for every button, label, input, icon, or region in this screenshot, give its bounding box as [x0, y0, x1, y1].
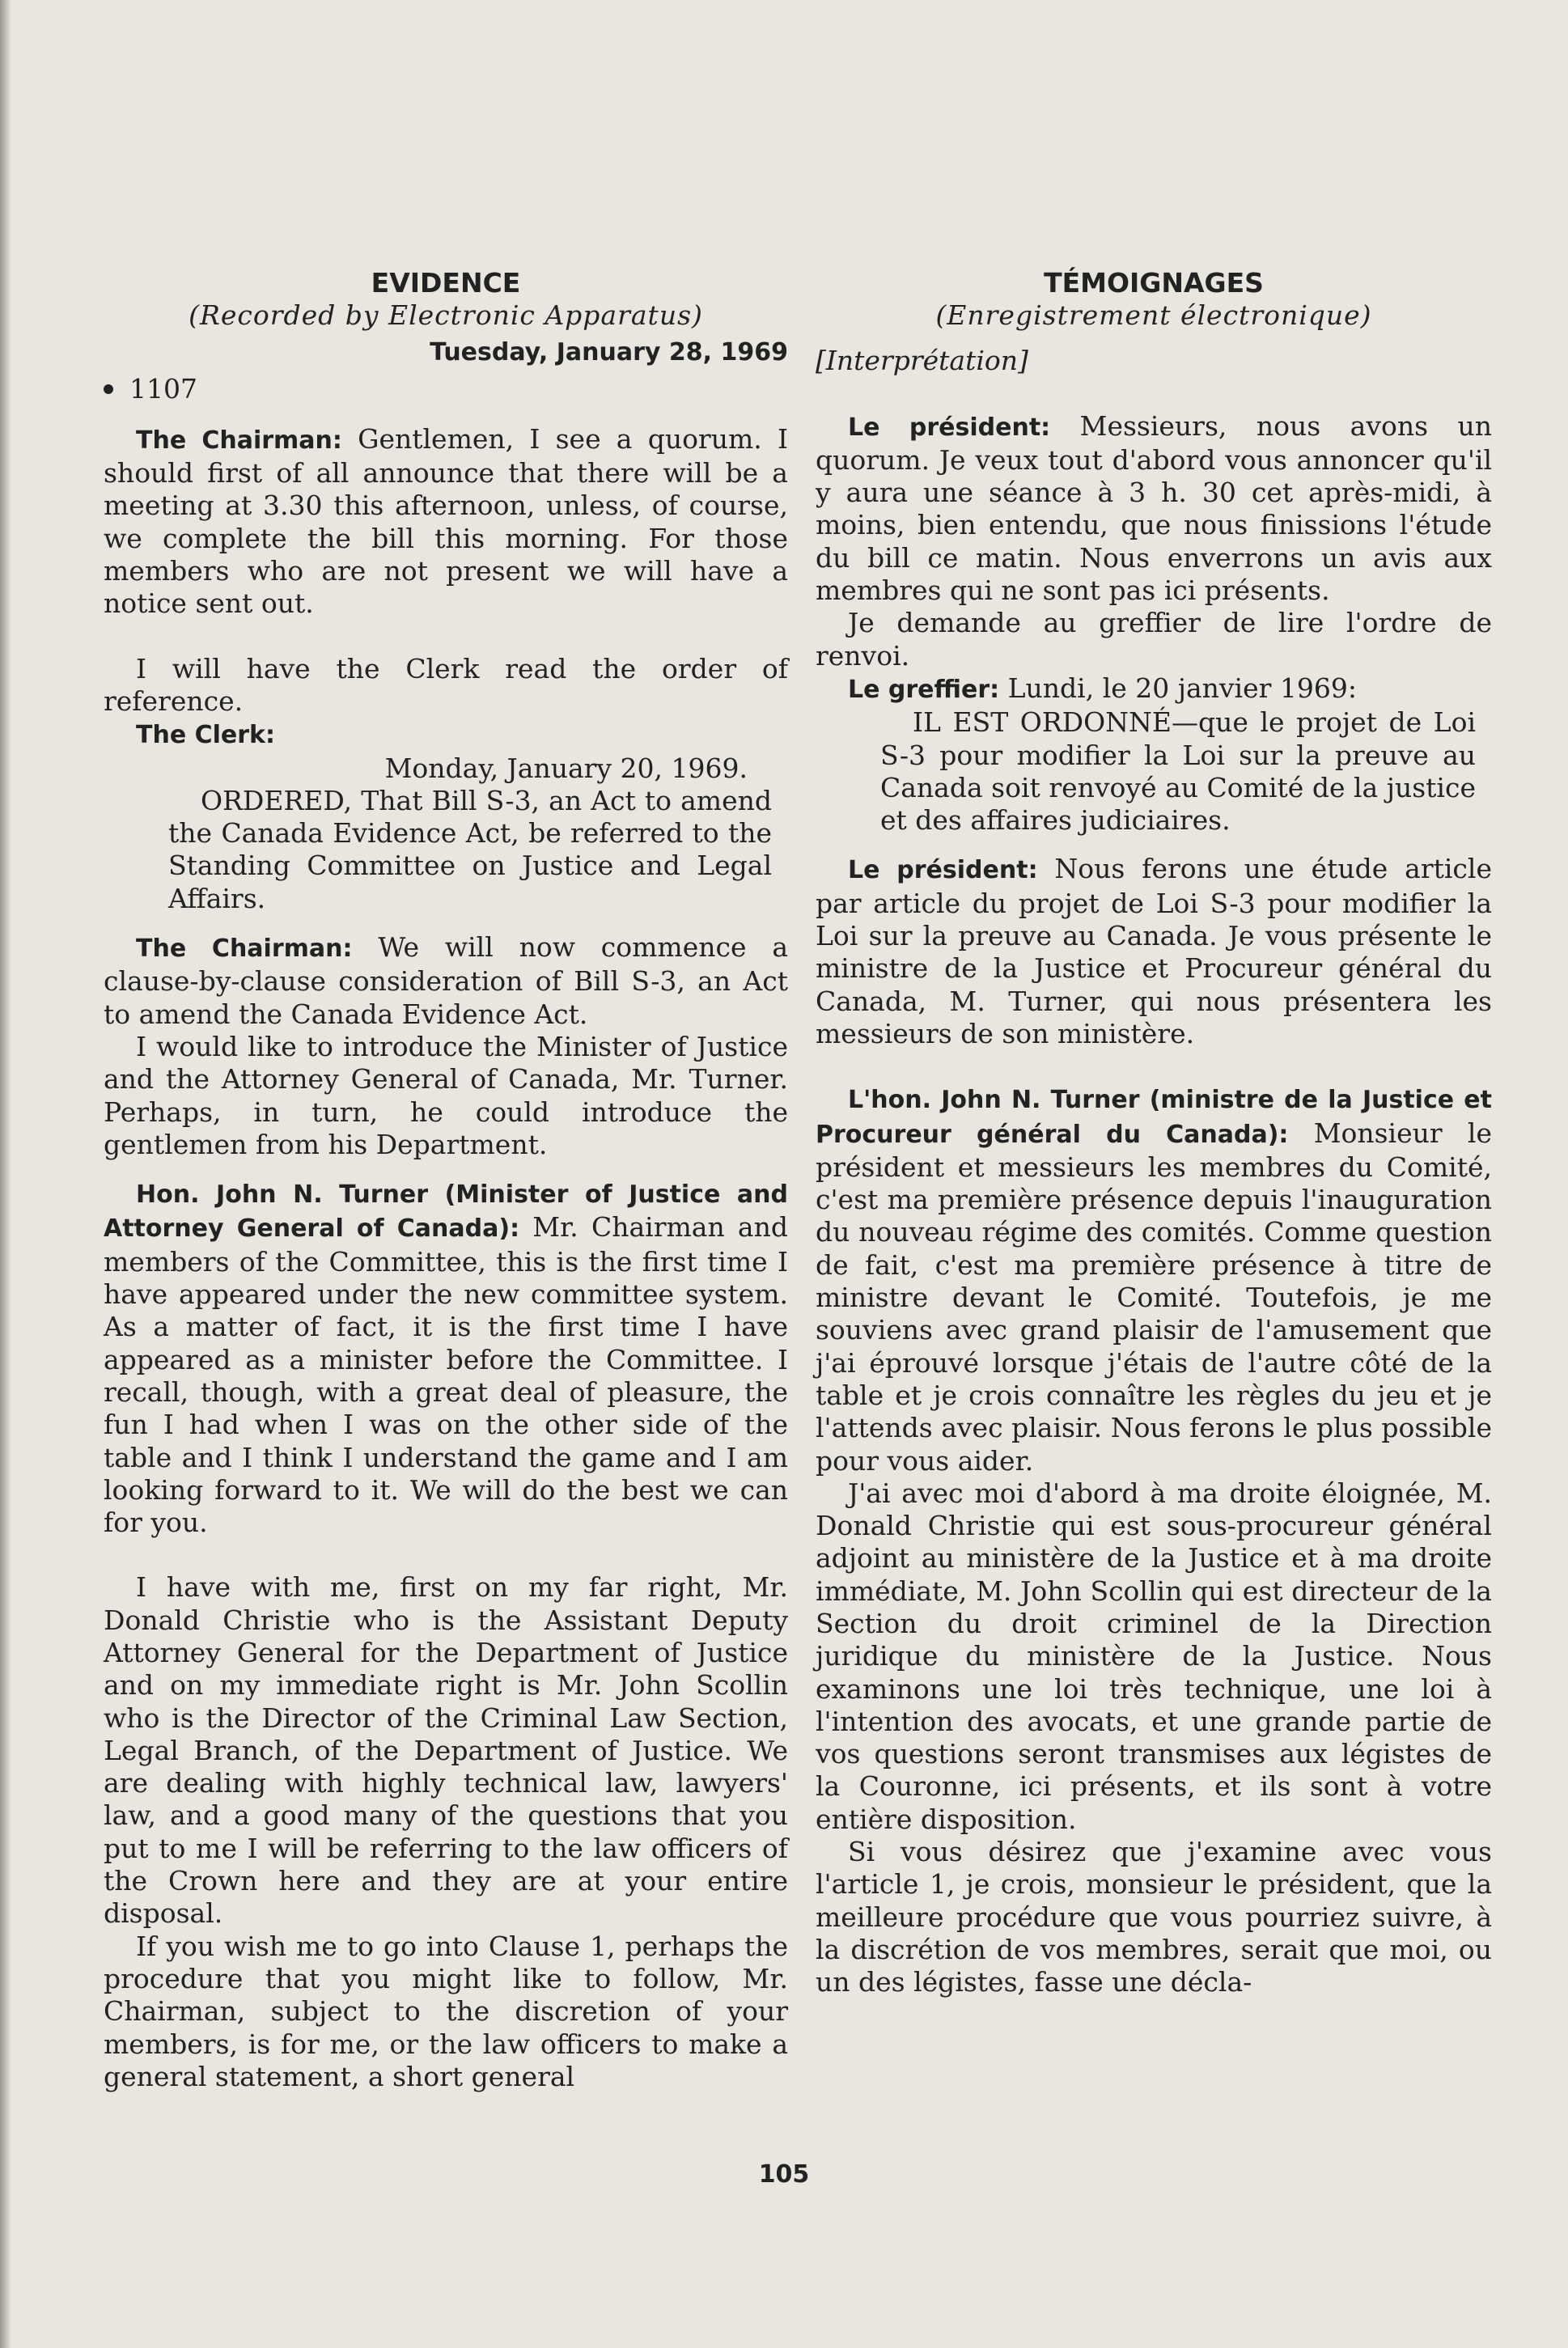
- chairman-commence: The Chairman: We will now commence a clause-by-clause consideration of Bill S-3, an Act to amend the Canada Evidence Act.: [104, 931, 788, 1030]
- president-opening: Le président: Messieurs, nous avons un quorum. Je veux tout d'abord vous annoncer qu'il y aura une séance à 3 h. 30 cet après-midi, à moins, bien entendu, que nous finissions l'étude du bill ce matin. Nous enverrons un avis aux membres qui ne sont pas ici présents.: [816, 409, 1492, 607]
- turner-procedure: If you wish me to go into Clause 1, perhaps the procedure that you might like to follow, Mr. Chairman, subject to the discretion of your members, is for me, or the law officers to make a general statement, a short general: [104, 1930, 788, 2092]
- speaker-name: Le président:: [848, 856, 1038, 885]
- chairman-introduce: I would like to introduce the Minister of Justice and the Attorney General of Canada, Mr. Turner. Perhaps, in turn, he could introduce the gentlemen from his Department.: [104, 1030, 788, 1160]
- speaker-name: The Chairman:: [136, 426, 342, 455]
- french-heading: TÉMOIGNAGES: [1044, 267, 1264, 299]
- time-marker: [104, 373, 788, 405]
- english-heading: EVIDENCE: [371, 267, 521, 299]
- greffier-line: Le greffier: Lundi, le 20 janvier 1969:: [848, 672, 1357, 704]
- speaker-name: Le président:: [848, 413, 1051, 442]
- clerk-line: [104, 718, 788, 752]
- speaker-name: Le greffier:: [848, 675, 1000, 704]
- time-value: 1107: [129, 372, 197, 405]
- page-number: 105: [758, 2160, 810, 2189]
- interpretation-note: [Interprétation]: [816, 345, 1028, 377]
- binding-shadow: [0, 0, 11, 2348]
- french-column: [816, 267, 1492, 1999]
- chairman-opening: The Chairman: Gentlemen, I see a quorum. I should first of all announce that there will be a meeting at 3.30 this afternoon, unless, of course, we complete the bill this morning. For those members who are not present we will have a notice sent out.: [104, 422, 788, 620]
- meeting-date: Tuesday, January 28, 1969: [430, 338, 788, 367]
- turner-declaration-fr: L'hon. John N. Turner (ministre de la Justice et Procureur général du Canada): Monsieur le président et messieurs les membres du Comité, c'est ma première présence depuis l'inauguration du nouveau régime des comités. Comme question de fait, c'est ma première présence à titre de ministre devant le Comité. Toutefois, je me souviens avec grand plaisir de l'amusement que j'ai éprouvé lorsque j'étais de l'autre côté de la table et je crois connaître les règles du jeu et je l'attends avec plaisir. Nous ferons le plus possible pour vous aider.: [816, 1086, 1492, 1477]
- speaker-name: The Chairman:: [136, 935, 353, 964]
- english-subheading: (Recorded by Electronic Apparatus): [189, 299, 703, 331]
- english-column: [104, 267, 788, 2093]
- turner-statement: Hon. John N. Turner (Minister of Justice and Attorney General of Canada): Mr. Chairman and members of the Committee, this is the first time I have appeared under the new committee system. As a matter of fact, it is the first time I have appeared as a minister before the Committee. I recall, though, with a great deal of pleasure, the fun I had when I was on the other side of the table and I think I understand the game and I am looking forward to it. We will do the best we can for you.: [104, 1180, 788, 1539]
- turner-procedure-fr: Si vous désirez que j'examine avec vous l'article 1, je crois, monsieur le président, que la meilleure procédure que vous pourriez suivre, à la discrétion de vos membres, serait que moi, ou un des légistes, fasse une décla-: [816, 1836, 1492, 1998]
- turner-introductions: I have with me, first on my far right, Mr. Donald Christie who is the Assistant Deputy Attorney General for the Department of Justice and on my immediate right is Mr. John Scollin who is the Director of the Criminal Law Section, Legal Branch, of the Department of Justice. We are dealing with highly technical law, lawyers' law, and a good many of the questions that you put to me I will be referring to the law officers of the Crown here and they are at your entire disposal.: [104, 1571, 788, 1930]
- order-date: Monday, January 20, 1969.: [384, 752, 748, 784]
- speaker-name: L'hon. John N. Turner (ministre de la Justice et Procureur général du Canada):: [816, 1086, 1492, 1149]
- french-subheading: (Enregistrement électronique): [935, 299, 1372, 331]
- bullet-icon: [104, 384, 113, 394]
- speaker-name: Hon. John N. Turner (Minister of Justice and Attorney General of Canada):: [104, 1180, 788, 1244]
- speaker-name: The Clerk:: [136, 721, 276, 750]
- ordre-text: IL EST ORDONNÉ—que le projet de Loi S-3 pour modifier la Loi sur la preuve au Canada soit renvoyé au Comité de la justice et des affaires judiciaires.: [880, 706, 1476, 837]
- turner-presentations-fr: J'ai avec moi d'abord à ma droite éloignée, M. Donald Christie qui est sous-procureur général adjoint au ministère de la Justice et à ma droite immédiate, M. John Scollin qui est directeur de la Section du droit criminel de la Direction juridique du ministère de la Justice. Nous examinons une loi très technique, une loi à l'intention des avocats, et une grande partie de vos questions seront transmises aux légistes de la Couronne, ici présents, et ils sont à votre entière disposition.: [816, 1477, 1492, 1835]
- clerk-request: I will have the Clerk read the order of reference.: [104, 652, 788, 717]
- president-etude: Le président: Nous ferons une étude article par article du projet de Loi S-3 pour modifier la Loi sur la preuve au Canada. Je vous présente le ministre de la Justice et Procureur général du Canada, M. Turner, qui nous présentera les messieurs de son ministère.: [816, 853, 1492, 1049]
- greffier-request: Je demande au greffier de lire l'ordre de renvoi.: [816, 607, 1492, 672]
- order-text: ORDERED, That Bill S-3, an Act to amend the Canada Evidence Act, be referred to the Standing Committee on Justice and Legal Affairs.: [168, 784, 772, 914]
